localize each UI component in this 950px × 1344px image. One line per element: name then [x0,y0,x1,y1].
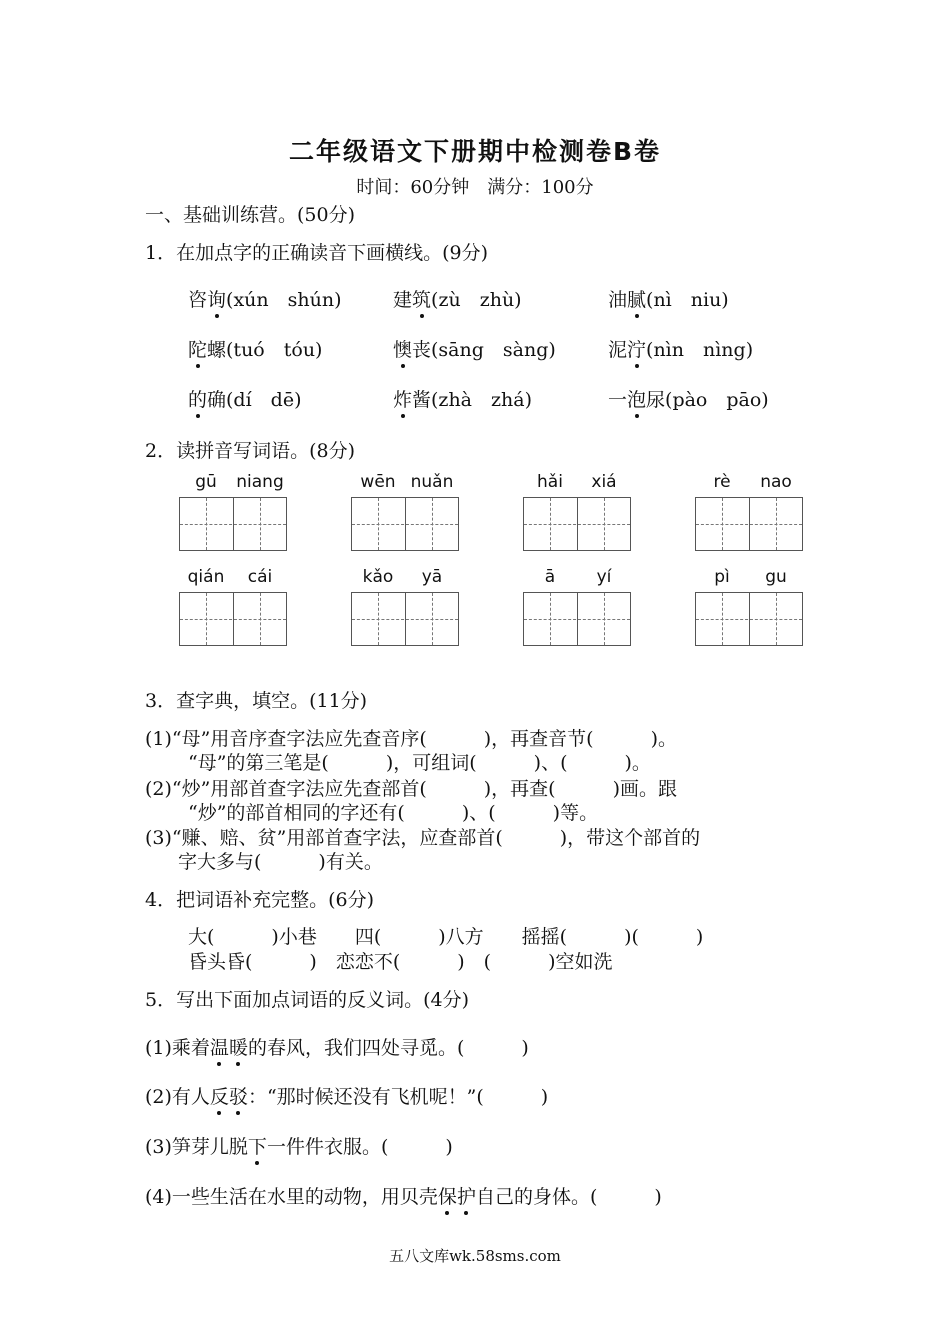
exam-info: 时间：60分钟 满分：100分 [356,177,594,198]
dotted-char: 询 [207,289,227,311]
q3-line-1: (1)“母”用音序查字法应先查音序( )，再查音节( )。 [145,728,677,750]
pinyin-syllable: hǎi [537,472,563,492]
dotted-char: 炸 [393,389,413,411]
q1-heading: 1．在加点字的正确读音下画横线。(9分) [145,242,489,264]
writing-grid[interactable] [695,497,803,551]
dotted-char: 的 [188,389,208,411]
q1-item: 懊丧(sāng sàng) [393,339,556,361]
writing-grid[interactable] [179,497,287,551]
pinyin-syllable: nao [760,472,792,492]
q5-heading: 5．写出下面加点词语的反义词。(4分) [145,989,470,1011]
q5-sentence-3: (3)笋芽儿脱下一件件衣服。( ) [145,1136,453,1158]
pinyin-syllable: xiá [591,472,617,492]
q3-line-5: (3)“赚、赔、贫”用部首查字法，应查部首( )，带这个部首的 [145,827,701,849]
q2-heading: 2．读拼音写词语。(8分) [145,440,356,462]
q3-line-2: “母”的第三笔是( )，可组词( )、( )。 [188,752,651,774]
dotted-word: 温暖 [209,1037,248,1059]
pinyin-syllable: kǎo [362,567,394,587]
writing-grid[interactable] [523,592,631,646]
writing-grid[interactable] [351,592,459,646]
dotted-word: 反驳 [209,1086,248,1108]
q5-sentence-4: (4)一些生活在水里的动物，用贝壳保护自己的身体。( ) [145,1186,662,1208]
pinyin-syllable: yí [596,567,612,587]
pinyin-syllable: pì [714,567,730,587]
q3-heading: 3．查字典，填空。(11分) [145,690,368,712]
pinyin-syllable: cái [247,567,273,587]
pinyin-syllable: nuǎn [410,472,454,492]
q4-heading: 4．把词语补充完整。(6分) [145,889,375,911]
dotted-char: 腻 [627,289,647,311]
q3-line-4: “炒”的部首相同的字还有( )、( )等。 [188,802,599,824]
dotted-char: 陀 [188,339,208,361]
q1-item: 泥泞(nìn nìng) [608,339,754,361]
q1-item: 炸酱(zhà zhá) [393,389,532,411]
writing-grid[interactable] [695,592,803,646]
pinyin-syllable: gu [765,567,787,587]
q4-line-1: 大( )小巷 四( )八方 摇摇( )( ) [188,926,704,948]
dotted-char: 筑 [412,289,432,311]
q1-item: 的确(dí dē) [188,389,302,411]
pinyin-syllable: niang [236,472,284,492]
writing-grid[interactable] [179,592,287,646]
q1-item: 咨询(xún shún) [188,289,342,311]
q5-sentence-1: (1)乘着温暖的春风，我们四处寻觅。( ) [145,1037,529,1059]
dotted-word: 保护 [437,1186,476,1208]
dotted-char: 泡 [627,389,647,411]
pinyin-syllable: ā [544,567,556,587]
q3-line-6: 字大多与( )有关。 [178,851,383,873]
footer-watermark: 五八文库wk.58sms.com [389,1247,561,1265]
pinyin-syllable: qián [187,567,225,587]
pinyin-syllable: wēn [360,472,396,492]
pinyin-syllable: rè [713,472,731,492]
pinyin-syllable: gū [195,472,217,492]
q1-item: 建筑(zù zhù) [393,289,522,311]
section-1-heading: 一、基础训练营。(50分) [145,204,356,226]
q3-line-3: (2)“炒”用部首查字法应先查部首( )，再查( )画。跟 [145,778,677,800]
q1-item: 陀螺(tuó tóu) [188,339,323,361]
writing-grid[interactable] [523,497,631,551]
q5-sentence-2: (2)有人反驳：“那时候还没有飞机呢！”( ) [145,1086,549,1108]
dotted-char: 懊 [393,339,413,361]
q4-line-2: 昏头昏( ) 恋恋不( ) ( )空如洗 [188,951,613,973]
q1-item: 一泡尿(pào pāo) [608,389,769,411]
dotted-char: 泞 [627,339,647,361]
page-title: 二年级语文下册期中检测卷B卷 [288,137,662,166]
writing-grid[interactable] [351,497,459,551]
dotted-word: 下 [247,1136,267,1158]
q1-item: 油腻(nì niu) [608,289,729,311]
pinyin-syllable: yā [421,567,443,587]
